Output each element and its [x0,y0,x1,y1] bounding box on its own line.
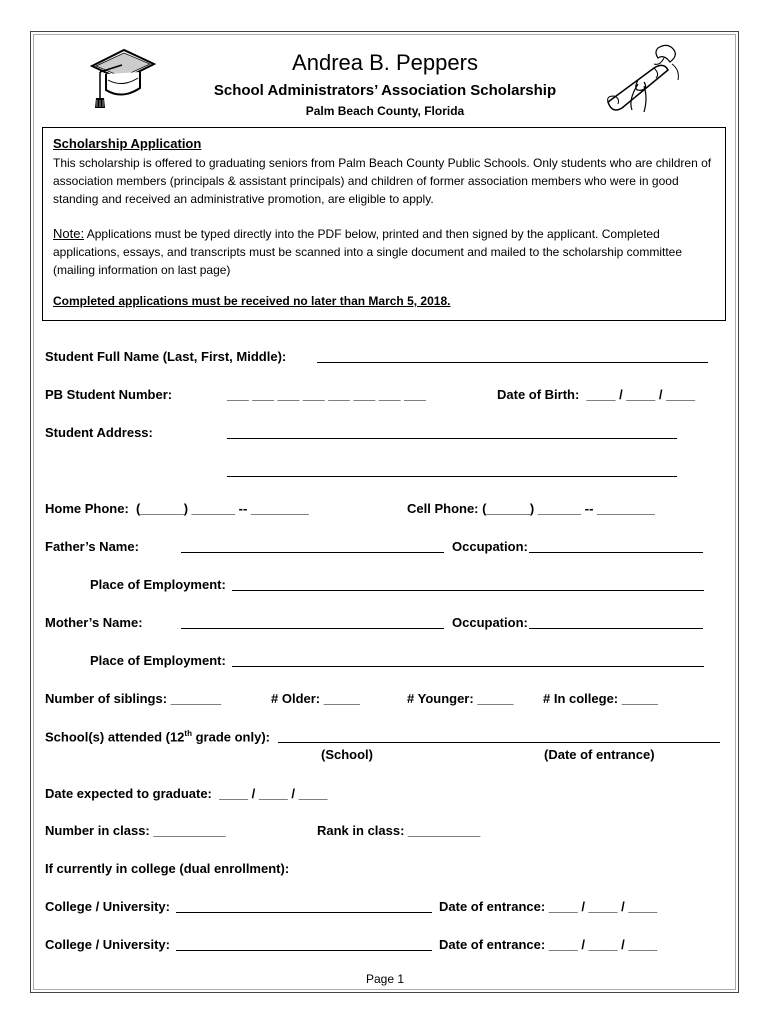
info-heading: Scholarship Application [53,136,202,151]
class-number-field[interactable]: Number in class: __________ [45,823,226,838]
siblings-field[interactable]: Number of siblings: _______ [45,691,222,706]
college-1-label: College / University: [45,899,170,914]
dob-field[interactable]: Date of Birth: ____ / ____ / ____ [497,387,695,402]
mother-occupation-label: Occupation: [452,615,528,630]
graduate-date-field[interactable]: Date expected to graduate: ____ / ____ / ____ [45,786,328,801]
father-name-label: Father’s Name: [45,539,139,554]
info-box [42,127,726,321]
father-occupation-field[interactable] [529,552,703,553]
college-1-entrance-field[interactable]: Date of entrance: ____ / ____ / ____ [439,899,658,914]
mother-occupation-field[interactable] [529,628,703,629]
schools-attended-field[interactable] [278,742,720,743]
address-field-1[interactable] [227,438,677,439]
scholarship-subtitle: School Administrators’ Association Scholarship [213,82,557,99]
school-caption: (School) [321,747,373,762]
mother-employment-field[interactable] [232,666,704,667]
full-name-label: Student Full Name (Last, First, Middle): [45,349,287,364]
schools-attended-label: School(s) attended (12th grade only): [45,729,270,745]
college-2-field[interactable] [176,950,432,951]
father-employment-field[interactable] [232,590,704,591]
college-1-field[interactable] [176,912,432,913]
address-label: Student Address: [45,425,153,440]
full-name-field[interactable] [317,362,708,363]
pb-number-label: PB Student Number: [45,387,173,402]
mother-name-field[interactable] [181,628,444,629]
scholarship-location: Palm Beach County, Florida [305,104,465,118]
entrance-caption: (Date of entrance) [544,747,655,762]
in-college-field[interactable]: # In college: _____ [543,691,658,706]
cell-phone-field[interactable]: Cell Phone: (______) ______ -- ________ [407,501,655,516]
father-employment-label: Place of Employment: [90,577,226,592]
info-paragraph: This scholarship is offered to graduating seniors from Palm Beach County Public Schools. Only students who are children of association members (principals & assistant principals) and children of former association members who were in good standing and received an administrative promotion, are eligible to apply. [53,156,712,206]
father-name-field[interactable] [181,552,444,553]
pb-number-field[interactable]: ___ ___ ___ ___ ___ ___ ___ ___ [227,387,426,402]
home-phone-field[interactable]: Home Phone: (______) ______ -- ________ [45,501,309,516]
mother-employment-label: Place of Employment: [90,653,226,668]
address-field-2[interactable] [227,476,677,477]
college-2-entrance-field[interactable]: Date of entrance: ____ / ____ / ____ [439,937,658,952]
deadline-text: Completed applications must be received no later than March 5, 2018. [53,294,451,308]
dual-enrollment-label: If currently in college (dual enrollment): [45,861,290,876]
note-paragraph [53,225,721,279]
father-occupation-label: Occupation: [452,539,528,554]
younger-field[interactable]: # Younger: _____ [407,691,514,706]
mother-name-label: Mother’s Name: [45,615,143,630]
rank-field[interactable]: Rank in class: __________ [317,823,481,838]
note-text: Applications must be typed directly into the PDF below, printed and then signed by the applicant. Completed applications, essays, and transcripts must be scanned into a single document and mailed to the scholarship committee (mailing information on last page) [53,227,683,277]
scholarship-name: Andrea B. Peppers [292,50,478,75]
page-number: Page 1 [365,972,405,986]
older-field[interactable]: # Older: _____ [271,691,360,706]
college-2-label: College / University: [45,937,170,952]
note-label: Note: [53,226,85,241]
